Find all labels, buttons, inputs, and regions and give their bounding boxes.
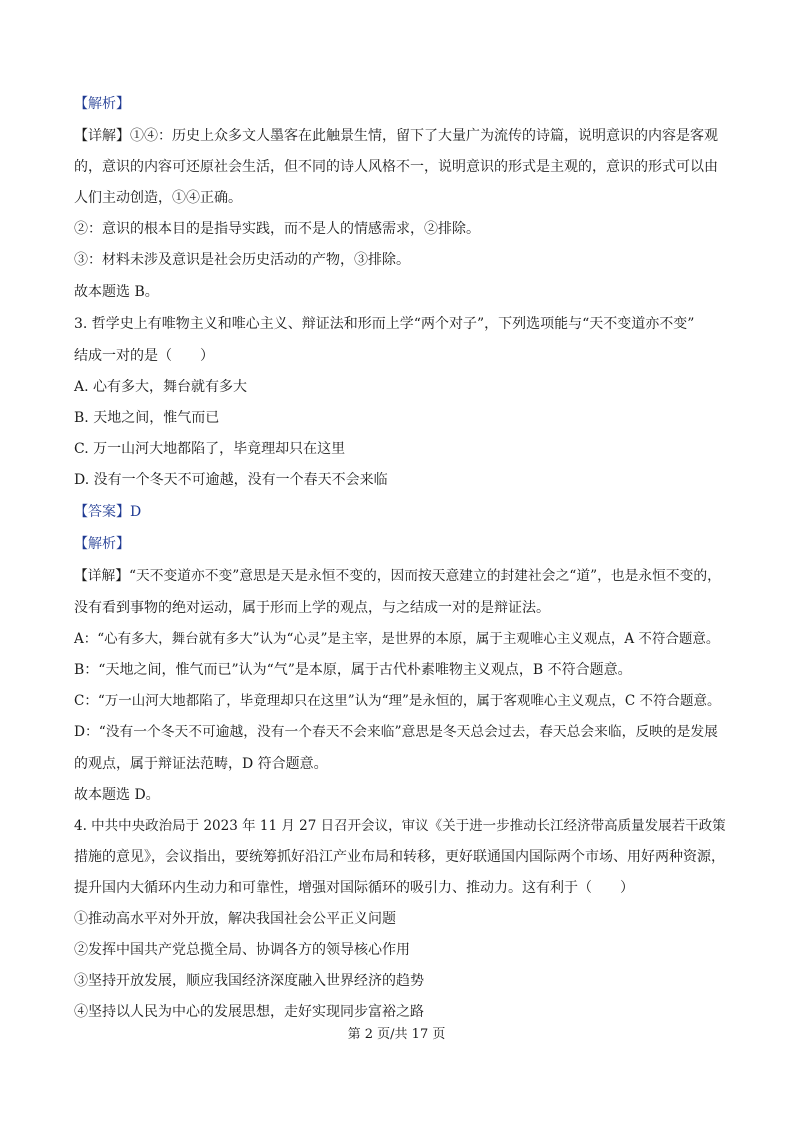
text-line: B：“天地之间，惟气而已”认为“气”是本原，属于古代朴素唯物主义观点，B 不符合题意。	[74, 662, 632, 678]
option-d: D. 没有一个冬天不可逾越，没有一个春天不会来临	[74, 472, 388, 488]
text-line: D：“没有一个冬天不可逾越，没有一个春天不会来临”意思是冬天总会过去，春天总会来临，反映的是发展	[74, 724, 718, 740]
answer-heading: 【答案】D	[74, 504, 142, 520]
text-line: 【详解】①④：历史上众多文人墨客在此触景生情，留下了大量广为流传的诗篇，说明意识的内容是客观	[74, 128, 718, 144]
page-number: 第 2 页/共 17 页	[347, 1027, 446, 1042]
text-line: 的，意识的内容可还原社会生活，但不同的诗人风格不一，说明意识的形式是主观的，意识的形式可以由	[74, 159, 718, 175]
text-line: 的观点，属于辩证法范畴，D 符合题意。	[74, 756, 328, 772]
text-line: ③：材料未涉及意识是社会历史活动的产物，③排除。	[74, 252, 410, 268]
statement-3: ③坚持开放发展，顺应我国经济深度融入世界经济的趋势	[74, 973, 424, 989]
text-line: 人们主动创造，①④正确。	[74, 190, 242, 206]
text-line: 故本题选 D。	[74, 787, 160, 803]
statement-2: ②发挥中国共产党总揽全局、协调各方的领导核心作用	[74, 942, 410, 958]
option-c: C. 万一山河大地都陷了，毕竟理却只在这里	[74, 441, 346, 457]
text-line: 【详解】“天不变道亦不变”意思是天是永恒不变的，因而按天意建立的封建社会之“道”，也是永恒不变的，	[74, 568, 721, 584]
text-line: A：“心有多大，舞台就有多大”认为“心灵”是主宰，是世界的本原，属于主观唯心主义观点，A 不符合题意。	[74, 631, 720, 647]
option-b: B. 天地之间，惟气而已	[74, 410, 220, 426]
analysis-heading: 【解析】	[74, 536, 130, 552]
question-3-stem: 3. 哲学史上有唯物主义和唯心主义、辩证法和形而上学“两个对子”，下列选项能与“天不变道亦不变”	[74, 316, 695, 332]
statement-4: ④坚持以人民为中心的发展思想，走好实现同步富裕之路	[74, 1004, 424, 1020]
question-3-stem: 结成一对的是（ ）	[74, 348, 214, 364]
text-line: 故本题选 B。	[74, 284, 159, 300]
text-line: ②：意识的根本目的是指导实践，而不是人的情感需求，②排除。	[74, 221, 480, 237]
question-4-stem: 4. 中共中央政治局于 2023 年 11 月 27 日召开会议，审议《关于进一步推动长江经济带高质量发展若干政策	[74, 818, 726, 834]
analysis-heading: 【解析】	[74, 96, 130, 112]
option-a: A. 心有多大，舞台就有多大	[74, 379, 248, 395]
text-line: 没有看到事物的绝对运动，属于形而上学的观点，与之结成一对的是辩证法。	[74, 600, 550, 616]
question-4-stem: 提升国内大循环内生动力和可靠性，增强对国际循环的吸引力、推动力。这有利于（ ）	[74, 880, 634, 896]
question-4-stem: 措施的意见》，会议指出，要统筹抓好沿江产业布局和转移，更好联通国内国际两个市场、用好两种资源，	[74, 849, 725, 865]
statement-1: ①推动高水平对外开放，解决我国社会公平正义问题	[74, 911, 396, 927]
text-line: C：“万一山河大地都陷了，毕竟理却只在这里”认为“理”是永恒的，属于客观唯心主义观点，C 不符合题意。	[74, 693, 721, 709]
